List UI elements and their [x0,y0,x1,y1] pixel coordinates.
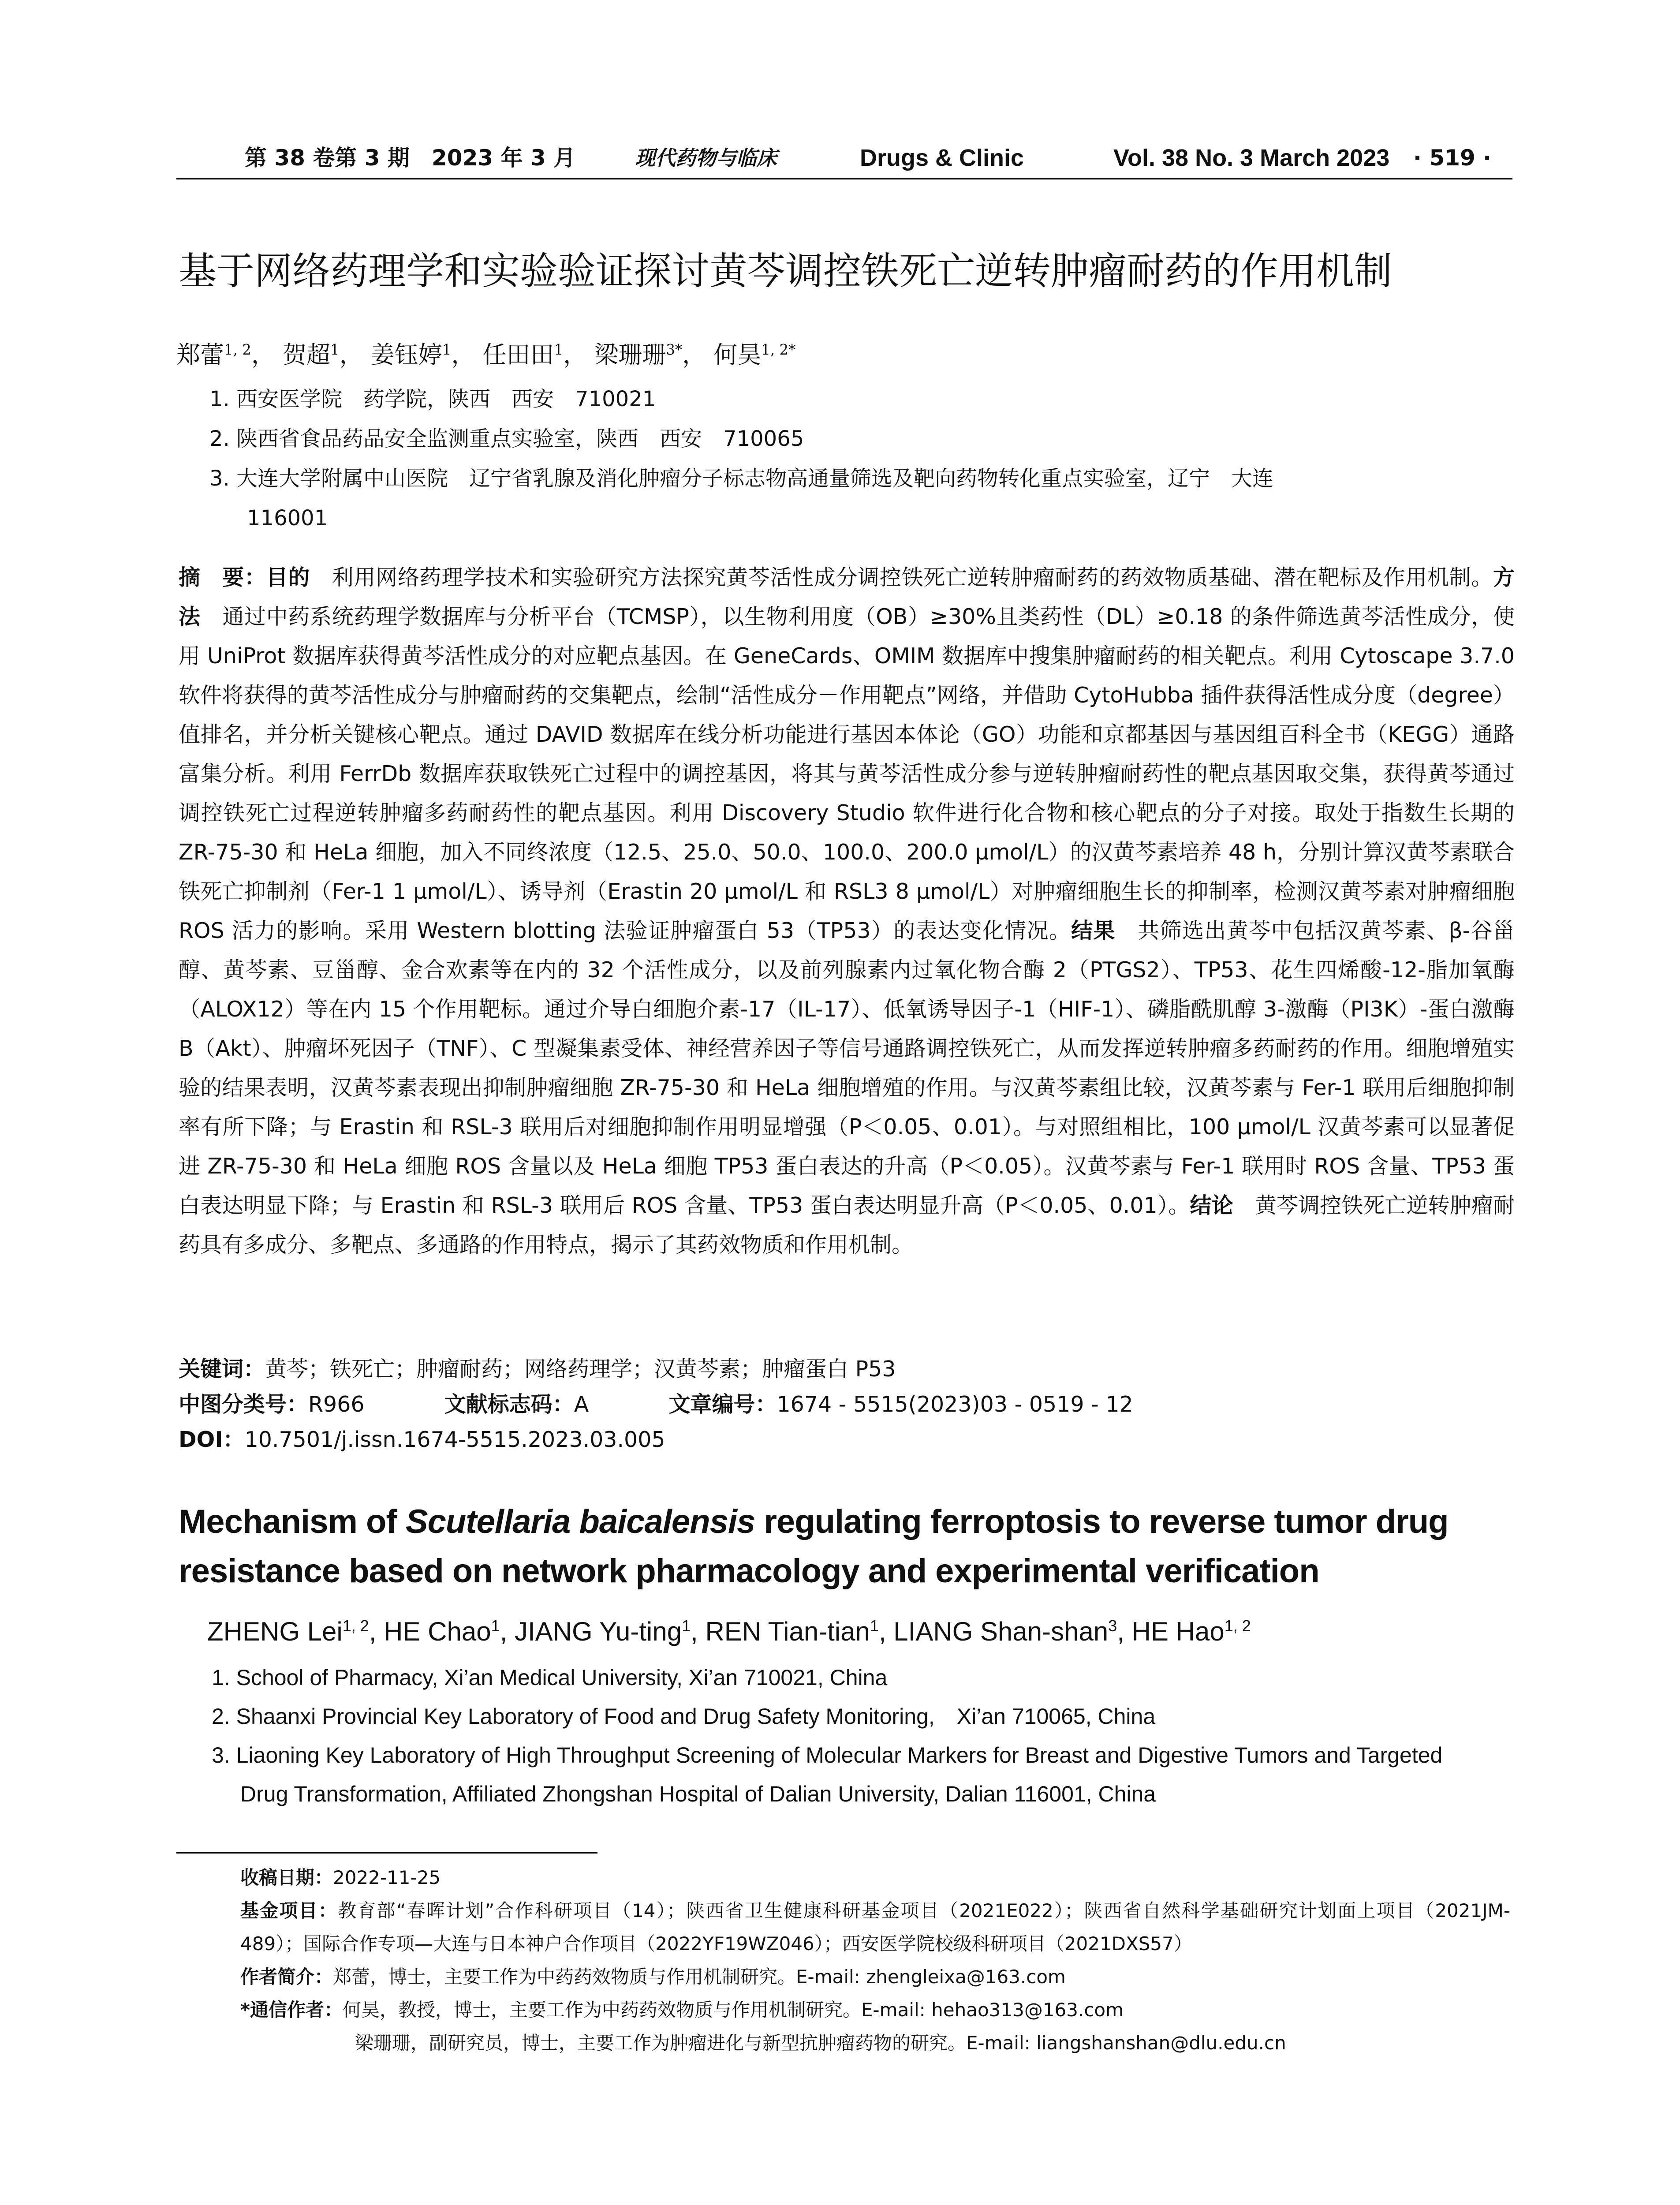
results-label: 结果 [1071,918,1116,943]
author-en: HE Chao$^1$, [384,1617,515,1646]
author-en: HE Hao$^{1, 2}$ [1131,1617,1251,1646]
received-date: 收稿日期：2022-11-25 [240,1867,441,1888]
header-issue-cn: 第 38 卷第 3 期 2023 年 3 月 [245,145,576,171]
author-cn: 任田田$^1$， [482,341,587,369]
author-cn: 梁珊珊$^{3*}$， [594,341,706,369]
authors-cn [176,337,795,373]
article-title-cn: 基于网络药理学和实验验证探讨黄芩调控铁死亡逆转肿瘤耐药的作用机制 [179,249,1392,293]
results-text: 共筛选出黄芩中包括汉黄芩素、β-谷甾醇、黄芩素、豆甾醇、金合欢素等在内的 32 个活性成分，以及前列腺素内过氧化物合酶 2（PTGS2）、TP53、花生四烯酸-12-脂加氧酶（ALOX12）等在内 15 个作用靶标。通过介导白细胞介素-17（IL-17）、低氧诱导因子-1（HIF-1）、磷脂酰肌醇 3-激酶（PI3K）-蛋白激酶 B（Akt）、肿瘤坏死因子（TNF）、C 型凝集素受体、神经营养因子等信号通路调控铁死亡，从而发挥逆转肿瘤多药耐药的作用。细胞增殖实验的结果表明，汉黄芩素表现出抑制肿瘤细胞 ZR-75-30 和 HeLa 细胞增殖的作用。与汉黄芩素组比较，汉黄芩素与 Fer-1 联用后细胞抑制率有所下降；与 Erastin 和 RSL-3 联用后对细胞抑制作用明显增强（P＜0.05、0.01）。与对照组相比，100 μmol/L 汉黄芩素可以显著促进 ZR-75-30 和 HeLa 细胞 ROS 含量以及 HeLa 细胞 TP53 蛋白表达的升高（P＜0.05）。汉黄芩素与 Fer-1 联用时 ROS 含量、TP53 蛋白表达明显下降；与 Erastin 和 RSL-3 联用后 ROS 含量、TP53 蛋白表达明显升高（P＜0.05、0.01）。 [179,918,1515,1218]
affiliation-en-3: 3. Liaoning Key Laboratory of High Throughput Screening of Molecular Markers for Breast and Digestive Tumors and Targeted [212,1743,1443,1768]
header-journal-en: Drugs & Clinic [860,145,1024,171]
keywords [179,1352,896,1387]
methods-text: 通过中药系统药理学数据库与分析平台（TCMSP），以生物利用度（OB）≥30%且类药性（DL）≥0.18 的条件筛选黄芩活性成分，使用 UniProt 数据库获得黄芩活性成分的对应靶点基因。在 GeneCards、OMIM 数据库中搜集肿瘤耐药的相关靶点。利用 Cytoscape 3.7.0 软件将获得的黄芩活性成分与肿瘤耐药的交集靶点，绘制“活性成分－作用靶点”网络，并借助 CytoHubba 插件获得活性成分度（degree）值排名，并分析关键核心靶点。通过 DAVID 数据库在线分析功能进行基因本体论（GO）功能和京都基因与基因组百科全书（KEGG）通路富集分析。利用 FerrDb 数据库获取铁死亡过程中的调控基因，将其与黄芩活性成分参与逆转肿瘤耐药性的靶点基因取交集，获得黄芩通过调控铁死亡过程逆转肿瘤多药耐药性的靶点基因。利用 Discovery Studio 软件进行化合物和核心靶点的分子对接。取处于指数生长期的 ZR-75-30 和 HeLa 细胞，加入不同终浓度（12.5、25.0、50.0、100.0、200.0 μmol/L）的汉黄芩素培养 48 h，分别计算汉黄芩素联合铁死亡抑制剂（Fer-1 1 μmol/L）、诱导剂（Erastin 20 μmol/L 和 RSL3 8 μmol/L）对肿瘤细胞生长的抑制率，检测汉黄芩素对肿瘤细胞 ROS 活力的影响。采用 Western blotting 法验证肿瘤蛋白 53（TP53）的表达变化情况。 [179,604,1515,943]
affiliation-en-3-cont: Drug Transformation, Affiliated Zhongshan Hospital of Dalian University, Dalian 116001, China [240,1782,1156,1806]
conclusion-label: 结论 [1190,1193,1233,1218]
affiliation-cn-2: 2. 陕西省食品药品安全监测重点实验室，陕西 西安 710065 [209,426,804,451]
keywords-text: 黄芩；铁死亡；肿瘤耐药；网络药理学；汉黄芩素；肿瘤蛋白 P53 [265,1357,896,1382]
clc: 中图分类号：R966 [179,1392,365,1417]
keywords-label: 关键词： [179,1357,265,1382]
affiliation-en-2: 2. Shaanxi Provincial Key Laboratory of Food and Drug Safety Monitoring, Xi’an 710065, China [212,1704,1156,1729]
author-cn: 贺超$^1$， [282,341,363,369]
author-bio: 作者简介：郑蕾，博士，主要工作为中药药效物质与作用机制研究。E-mail: zhengleixa@163.com [240,1966,1066,1988]
author-cn: 何昊$^{1, 2*}$ [713,341,796,369]
fund-info: 基金项目：教育部“春晖计划”合作科研项目（14）；陕西省卫生健康科研基金项目（2021E022）；陕西省自然科学基础研究计划面上项目（2021JM-489）；国际合作专项—大连与日本神户合作项目（2022YF19WZ046）；西安医学院校级科研项目（2021DXS57） [240,1900,1510,1955]
conclusion-text: 黄芩调控铁死亡逆转肿瘤耐药具有多成分、多靶点、多通路的作用特点，揭示了其药效物质和作用机制。 [179,1193,1515,1257]
document-code: 文献标志码：A [444,1392,589,1417]
header-issue-en: Vol. 38 No. 3 March 2023 [1113,145,1390,171]
author-en: LIANG Shan-shan$^3$, [893,1617,1132,1646]
authors-en [207,1612,1251,1652]
author-en: JIANG Yu-ting$^1$, [514,1617,706,1646]
author-cn: 郑蕾$^{1, 2}$， [176,341,275,369]
affiliation-cn-3-postcode: 116001 [247,506,328,531]
author-en: ZHENG Lei$^{1, 2}$, [207,1617,384,1646]
author-en: REN Tian-tian$^1$, [705,1617,894,1646]
affiliation-en-1: 1. School of Pharmacy, Xi’an Medical University, Xi’an 710021, China [212,1665,888,1690]
article-number: 文章编号：1674 - 5515(2023)03 - 0519 - 12 [668,1392,1133,1417]
article-title-en: Mechanism of Scutellaria baicalensis regulating ferroptosis to reverse tumor drug resistance based on network pharmacology and experimental verification [179,1503,1449,1590]
methods-label: 方法 [179,565,1515,629]
objective-text: 利用网络药理学技术和实验研究方法探究黄芩活性成分调控铁死亡逆转肿瘤耐药的药效物质基础、潜在靶标及作用机制。 [332,565,1493,590]
header-rule [176,178,1512,179]
doi-label: DOI： [179,1427,245,1452]
corresponding-author-1: *通信作者：何昊，教授，博士，主要工作为中药药效物质与作用机制研究。E-mail: hehao313@163.com [240,1999,1124,2021]
doi [179,1422,665,1458]
species-name: Scutellaria baicalensis [405,1503,755,1540]
abstract-label: 摘 要： [179,565,266,590]
footnote-rule [176,1852,597,1854]
doi-link[interactable]: 10.7501/j.issn.1674-5515.2023.03.005 [244,1427,665,1452]
header-journal-cn: 现代药物与临床 [635,146,777,170]
objective-label: 目的 [266,565,310,590]
affiliation-cn-3: 3. 大连大学附属中山医院 辽宁省乳腺及消化肿瘤分子标志物高通量筛选及靶向药物转化重点实验室，辽宁 大连 [209,466,1274,491]
author-cn: 姜钰婷$^1$， [370,341,475,369]
header-page-number: · 519 · [1413,145,1492,171]
corresponding-author-2: 梁珊珊，副研究员，博士，主要工作为肿瘤进化与新型抗肿瘤药物的研究。E-mail: liangshanshan@dlu.edu.cn [355,2032,1286,2054]
affiliation-cn-1: 1. 西安医学院 药学院，陕西 西安 710021 [209,387,656,411]
abstract [179,558,1515,1264]
classification [179,1387,1133,1422]
